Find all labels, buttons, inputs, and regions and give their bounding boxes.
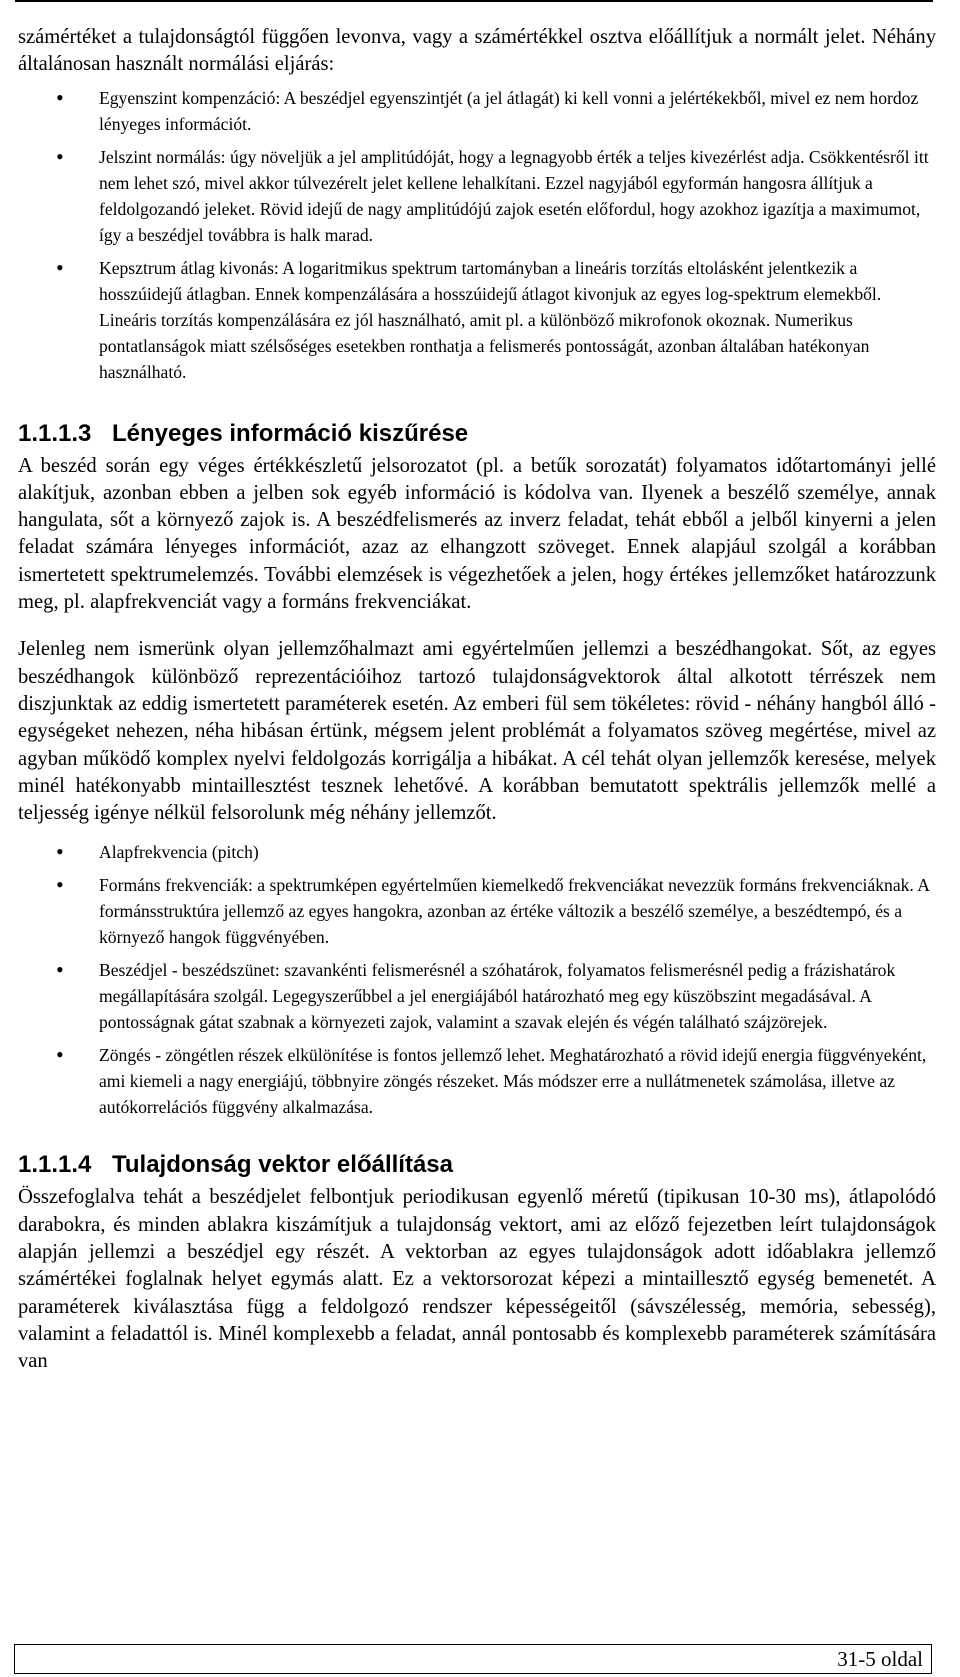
section-number: 1.1.1.3 [18, 419, 92, 447]
feature-list [18, 839, 936, 1120]
page-footer [14, 1644, 932, 1674]
list-item: • Egyenszint kompenzáció: A beszédjel egyenszintjét (a jel átlagát) ki kell vonni a jelértékekből, mivel ez nem hordoz lényeges információt. [18, 85, 936, 137]
section-number: 1.1.1.4 [18, 1151, 92, 1179]
body-paragraph: Jelenleg nem ismerünk olyan jellemzőhalmazt ami egyértelműen jellemzi a beszédhangokat. Sőt, az egyes beszédhangok különböző reprezentációihoz tartozó tulajdonságvektorok által alkotott térrészek nem diszjunktak az eddig ismertetett paraméterek esetén. Az emberi fül sem tökéletes: rövid - néhány hangból álló - egységeket nehezen, néha hibásan értünk, mégsem jelent problémát a folyamatos szöveg megértése, mivel az agyban működő komplex nyelvi feldolgozás korrigálja a hibákat. A cél tehát olyan jellemzők keresése, melyek minél hatékonyabb mintaillesztést tesznek lehetővé. A korábban bemutatott spektrális jellemzők mellé a teljesség igénye nélkül felsorolunk még néhány jellemzőt. [18, 638, 936, 825]
section-heading [18, 1150, 936, 1180]
section-title: Tulajdonság vektor előállítása [112, 1151, 453, 1179]
body-paragraph: A beszéd során egy véges értékkészletű jelsorozatot (pl. a betűk sorozatát) folyamatos időtartományi jellé alakítjuk, azonban ebben a jelben sok egyéb információ is kódolva van. Ilyenek a beszélő személye, annak hangulata, sőt a környező zajok is. A beszédfelismerés az inverz feladat, tehát ebből a jelből kinyerni a jelen feladat számára lényeges információt, azaz az elhangzott szöveget. Ennek alapjául szolgál a korábban ismertetett spektrumelemzés. További elemzések is végezhetőek a jelen, hogy értékes jellemzőket határozzunk meg, pl. alapfrekvenciát vagy a formáns frekvenciákat. [18, 454, 936, 614]
body-paragraph: Összefoglalva tehát a beszédjelet felbontjuk periodikusan egyenlő méretű (tipikusan 10-30 ms), átlapolódó darabokra, és minden ablakra kiszámítjuk a tulajdonság vektort, ami az előző fejezetben leírt tulajdonságok alapján jellemzi a beszédjel egy részét. A vektorban az egyes tulajdonságok adott időablakra jellemző számértékei foglalnak helyet egymás alatt. Ez a vektorsorozat képezi a mintaillesztő egység bemenetét. A paraméterek kiválasztása függ a feldolgozó rendszer képességeitől (sávszélesség, memória, sebesség), valamint a feladattól is. Minél komplexebb a feladat, annál pontosabb és komplexebb paraméterek számítására van [18, 1186, 936, 1373]
page-body [18, 24, 936, 1376]
section-heading [18, 419, 936, 449]
normalization-methods-list [18, 85, 936, 385]
section-title: Lényeges információ kiszűrése [112, 419, 469, 447]
list-item: • Alapfrekvencia (pitch) [18, 839, 936, 865]
list-item: • Jelszint normálás: úgy növeljük a jel amplitúdóját, hogy a legnagyobb érték a teljes kivezérlést adja. Csökkentésről itt nem lehet szó, mivel akkor túlvezérelt jelet kellene lehalkítani. Ezzel nagyjából egyformán hangosra állítjuk a feldolgozandó jeleket. Rövid idejű de nagy amplitúdójú zajok esetén előfordul, hogy azokhoz igazítja a maximumot, így a beszédjel továbbra is halk marad. [18, 144, 936, 248]
list-item: • Zöngés - zöngétlen részek elkülönítése is fontos jellemző lehet. Meghatározható a rövid idejű energia függvényeként, ami kiemeli a nagy energiájú, többnyire zöngés részeket. Más módszer erre a nullátmenetek számolása, illetve az autókorrelációs függvény alkalmazása. [18, 1042, 936, 1120]
top-rule [15, 0, 933, 2]
list-item: • Formáns frekvenciák: a spektrumképen egyértelműen kiemelkedő frekvenciákat nevezzük formáns frekvenciáknak. A formánsstruktúra jellemző az egyes hangokra, azonban az értéke változik a beszélő személye, a beszédtempó, és a környező hangok függvényében. [18, 872, 936, 950]
list-item: • Beszédjel - beszédszünet: szavankénti felismerésnél a szóhatárok, folyamatos felismerésnél pedig a frázishatárok megállapítására szolgál. Legegyszerűbbel a jel energiájából határozható meg egy küszöbszint megadásával. A pontosságnak gátat szabnak a környezeti zajok, valamint a szavak elején és végén található szájzörejek. [18, 957, 936, 1035]
list-item: • Kepsztrum átlag kivonás: A logaritmikus spektrum tartományban a lineáris torzítás eltolásként jelentkezik a hosszúidejű átlagban. Ennek kompenzálására a hosszúidejű átlagot kivonjuk az egyes log-spektrum elemekből. Lineáris torzítás kompenzálására ez jól használható, amit pl. a különböző mikrofonok okoznak. Numerikus pontatlanságok miatt szélsőséges esetekben ronthatja a felismerés pontosságát, azonban általában hatékonyan használható. [18, 255, 936, 385]
intro-paragraph: számértéket a tulajdonságtól függően levonva, vagy a számértékkel osztva előállítjuk a normált jelet. Néhány általánosan használt normálási eljárás: [18, 26, 936, 76]
paragraph-gap [18, 616, 936, 636]
page-number: 31-5 oldal [837, 1647, 923, 1671]
